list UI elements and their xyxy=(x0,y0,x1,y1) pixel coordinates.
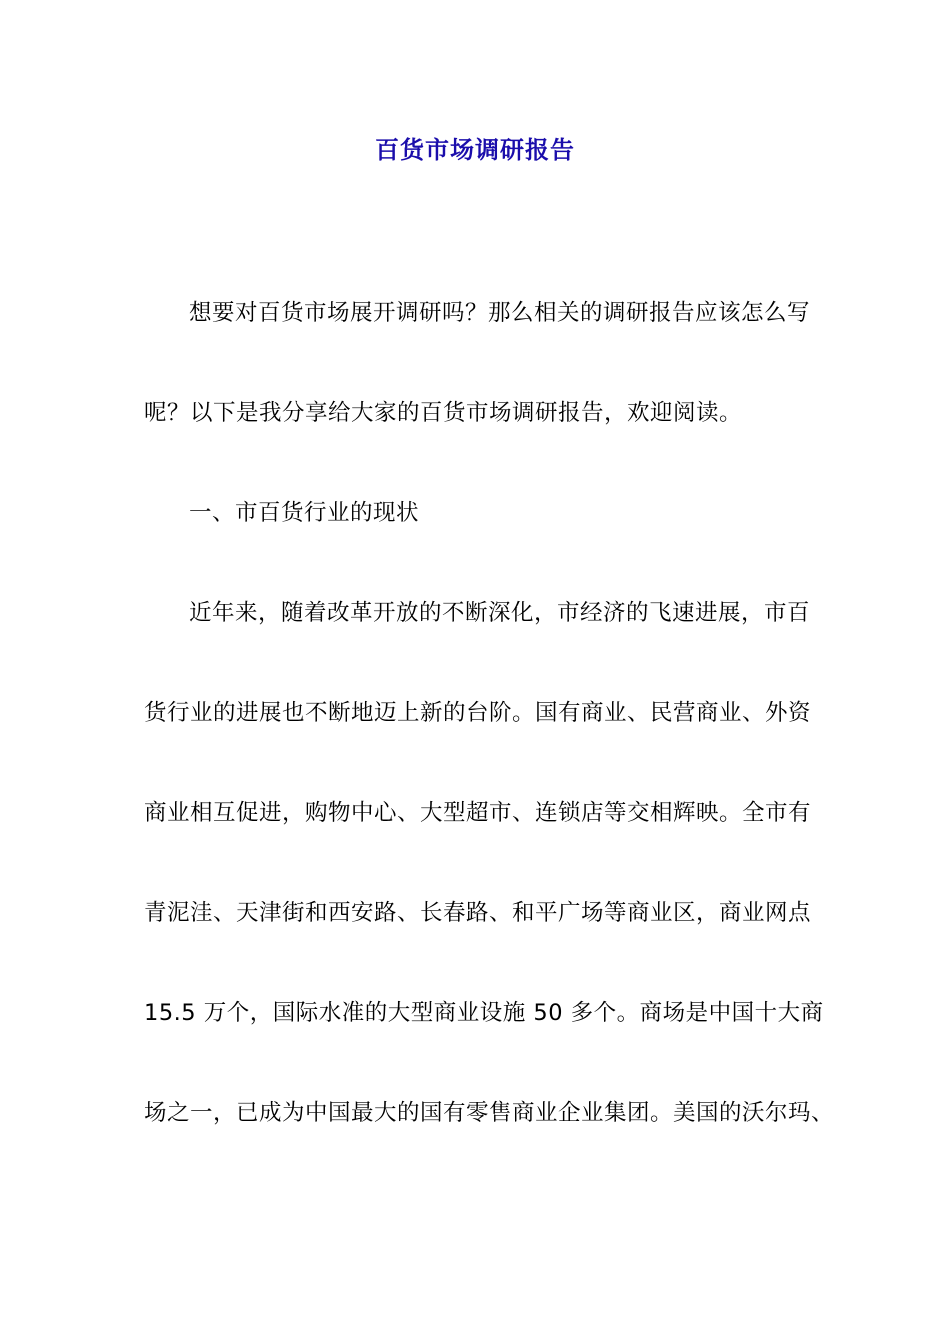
paragraph-line: 近年来，随着改革开放的不断深化，市经济的飞速进展，市百 xyxy=(189,600,811,626)
paragraph-line: 15.5 万个，国际水准的大型商业设施 50 多个。商场是中国十大商 xyxy=(144,1000,824,1026)
paragraph-line: 货行业的进展也不断地迈上新的台阶。国有商业、民营商业、外资 xyxy=(144,700,812,726)
paragraph-line: 呢？以下是我分享给大家的百货市场调研报告，欢迎阅读。 xyxy=(144,400,743,426)
paragraph-line: 商业相互促进，购物中心、大型超市、连锁店等交相辉映。全市有 xyxy=(144,800,812,826)
section-heading: 一、市百货行业的现状 xyxy=(189,500,420,526)
document-title: 百货市场调研报告 xyxy=(375,136,575,164)
paragraph-line: 场之一，已成为中国最大的国有零售商业企业集团。美国的沃尔玛、 xyxy=(144,1100,835,1126)
paragraph-line: 想要对百货市场展开调研吗？那么相关的调研报告应该怎么写 xyxy=(189,300,811,326)
paragraph-line: 青泥洼、天津街和西安路、长春路、和平广场等商业区，商业网点 xyxy=(144,900,812,926)
